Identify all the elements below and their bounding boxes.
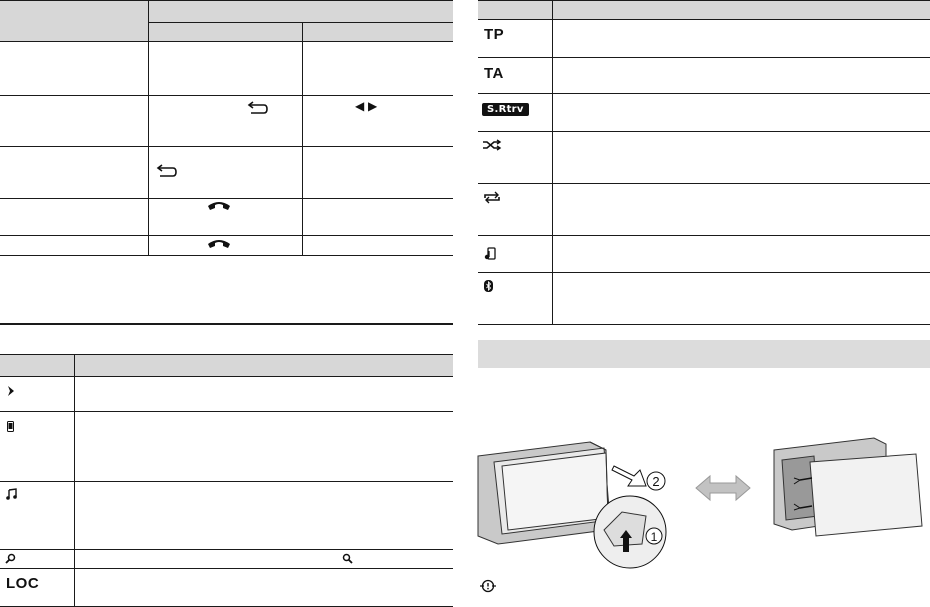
important-caution-icon (480, 578, 498, 594)
phone-handset-icon (206, 199, 234, 215)
table-header-cell (149, 0, 453, 22)
loc-icon: LOC (6, 574, 40, 592)
svg-text:2: 2 (652, 474, 660, 489)
antenna-arrow-icon (6, 384, 20, 398)
table-header-cell (553, 0, 930, 19)
table-subheader-cell (303, 23, 453, 41)
release-button-closeup (594, 496, 666, 568)
table-header-cell (0, 0, 148, 41)
step-2-marker (647, 472, 665, 490)
indicator-table-right (478, 0, 930, 325)
indicator-table-left (0, 354, 453, 607)
front-panel-detach-diagram (474, 420, 930, 570)
svg-text:1: 1 (650, 530, 658, 544)
search-key-icon (5, 551, 19, 565)
table-header-cell (478, 0, 552, 19)
table-header-cell (0, 354, 74, 376)
button-operations-table (0, 0, 453, 256)
left-right-arrows-icon: ◀ ▶ (355, 99, 378, 113)
table-subheader-cell (149, 23, 302, 41)
mobile-device-icon (7, 419, 17, 433)
double-arrow-icon (696, 476, 750, 500)
phone-music-icon (484, 245, 500, 261)
search-magnifier-icon (342, 551, 356, 565)
music-note-icon (6, 487, 20, 501)
repeat-icon (483, 189, 505, 205)
random-shuffle-icon (482, 137, 506, 153)
phone-handset-icon (206, 237, 234, 253)
table-header-cell (75, 354, 453, 376)
back-return-icon (247, 100, 271, 116)
bluetooth-icon (484, 278, 500, 294)
ta-icon: TA (484, 64, 504, 82)
head-unit-attach-illustration (774, 438, 922, 536)
sound-retriever-icon: S.Rtrv (482, 101, 548, 117)
section-divider (0, 323, 453, 325)
back-return-icon (156, 163, 180, 179)
section-heading-band (478, 340, 930, 368)
tp-icon: TP (484, 25, 505, 43)
